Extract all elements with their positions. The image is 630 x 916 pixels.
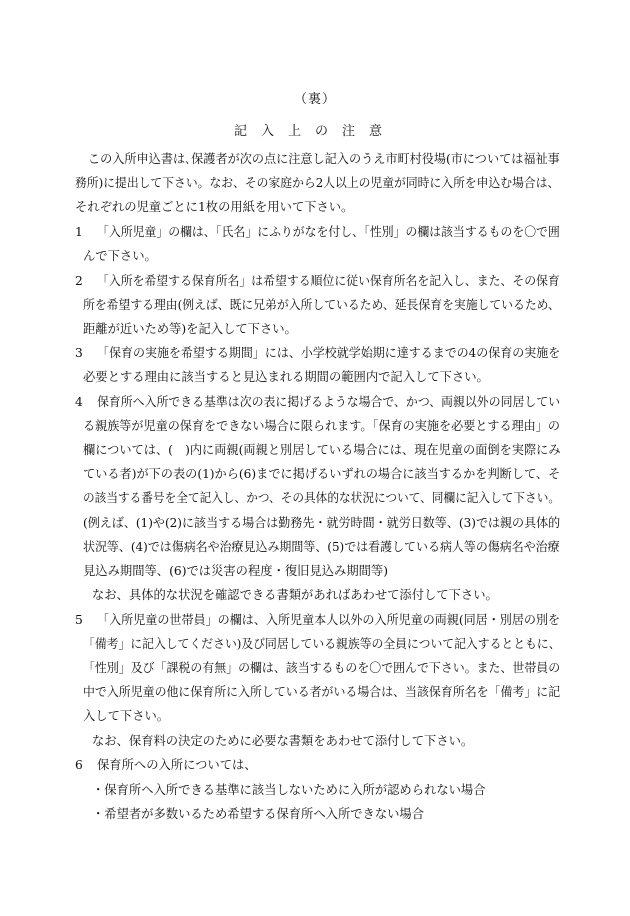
item-line: 所を希望する理由(例えば、既に兄弟が入所しているため、延長保育を実施しているため、 — [83, 298, 560, 312]
item-line: 状況等、(4)では傷病名や治療見込み期間等、(5)では看護している病人等の傷病名や治療 — [83, 540, 560, 554]
item-line: の該当する番号を全て記入し、かつ、その具体的な状況について、同欄に記入して下さい。 — [83, 491, 561, 505]
intro-line: 務所)に提出して下さい。なお、その家庭から2人以上の児童が同時に入所を申込む場合は、 — [75, 176, 560, 190]
item-number: 6 — [75, 758, 83, 772]
intro-line: それぞれの児童ごとに1枚の用紙を用いて下さい。 — [75, 200, 354, 214]
item-line: 保育所への入所については、 — [97, 758, 257, 772]
item-line: 「保育の実施を希望する期間」には、小学校就学始期に達するまでの4の保育の実施を — [97, 346, 561, 360]
item-line: (例えば、(1)や(2)に該当する場合は勤務先・就労時間・就労日数等、(3)では親の具体的 — [83, 516, 561, 530]
bullet-item: ・保育所へ入所できる基準に該当しないために入所が認められない場合 — [92, 783, 486, 797]
item-line: 距離が近いため等)を記入して下さい。 — [83, 322, 297, 336]
item-note: なお、保育料の決定のために必要な書類をあわせて添付して下さい。 — [92, 734, 474, 748]
item-number: 4 — [75, 395, 83, 409]
item-line: 必要とする理由に該当すると見込まれる期間の範囲内で記入して下さい。 — [83, 370, 489, 384]
item-line: 「性別」及び「課税の有無」の欄は、該当するものを〇で囲んで下さい。また、世帯員の — [83, 661, 561, 675]
item-note: なお、具体的な状況を確認できる書類があればあわせて添付して下さい。 — [92, 588, 498, 602]
bullet-item: ・希望者が多数いるため希望する保育所へ入所できない場合 — [92, 807, 425, 821]
item-number: 3 — [75, 346, 83, 360]
page-side-label: （裏） — [293, 92, 336, 107]
item-line: 「入所児童」の欄は、「氏名」にふりがなを付し、「性別」の欄は該当するものを〇で囲 — [97, 225, 560, 239]
item-line: る親族等が児童の保育をできない場合に限られます。「保育の実施を必要とする理由」の — [83, 419, 560, 433]
page-title: 記入上の注意 — [233, 124, 396, 139]
intro-line: この入所申込書は､保護者が次の点に注意し記入のうえ市町村役場(市については福祉事 — [88, 152, 560, 166]
item-number: 1 — [75, 225, 83, 239]
item-line: んで下さい。 — [83, 249, 157, 263]
item-line: 保育所へ入所できる基準は次の表に掲げるような場合で、かつ、両親以外の同居してい — [97, 395, 561, 409]
item-line: 中で入所児童の他に保育所に入所している者がいる場合は、当該保育所名を「備考」に記 — [83, 685, 561, 699]
item-number: 2 — [75, 274, 83, 288]
item-line: 「備考」に記入してください)及び同居している親族等の全員について記入するとともに、 — [83, 637, 561, 651]
item-line: 欄については、( )内に両親(両親と別居している場合には、現在児童の面倒を実際にみ — [83, 443, 561, 457]
item-line: 見込み期間等、(6)では災害の程度・復旧見込み期間等) — [83, 564, 389, 578]
item-number: 5 — [75, 613, 83, 627]
item-line: 入して下さい。 — [83, 709, 170, 723]
item-line: 「入所を希望する保育所名」は希望する順位に従い保育所名を記入し、また、その保育 — [97, 274, 560, 288]
item-line: ている者)が下の表の(1)から(6)までに掲げるいずれの場合に該当するかを判断して、そ — [83, 467, 561, 481]
item-line: 「入所児童の世帯員」の欄は、入所児童本人以外の入所児童の両親(同居・別居の別を — [97, 613, 561, 627]
